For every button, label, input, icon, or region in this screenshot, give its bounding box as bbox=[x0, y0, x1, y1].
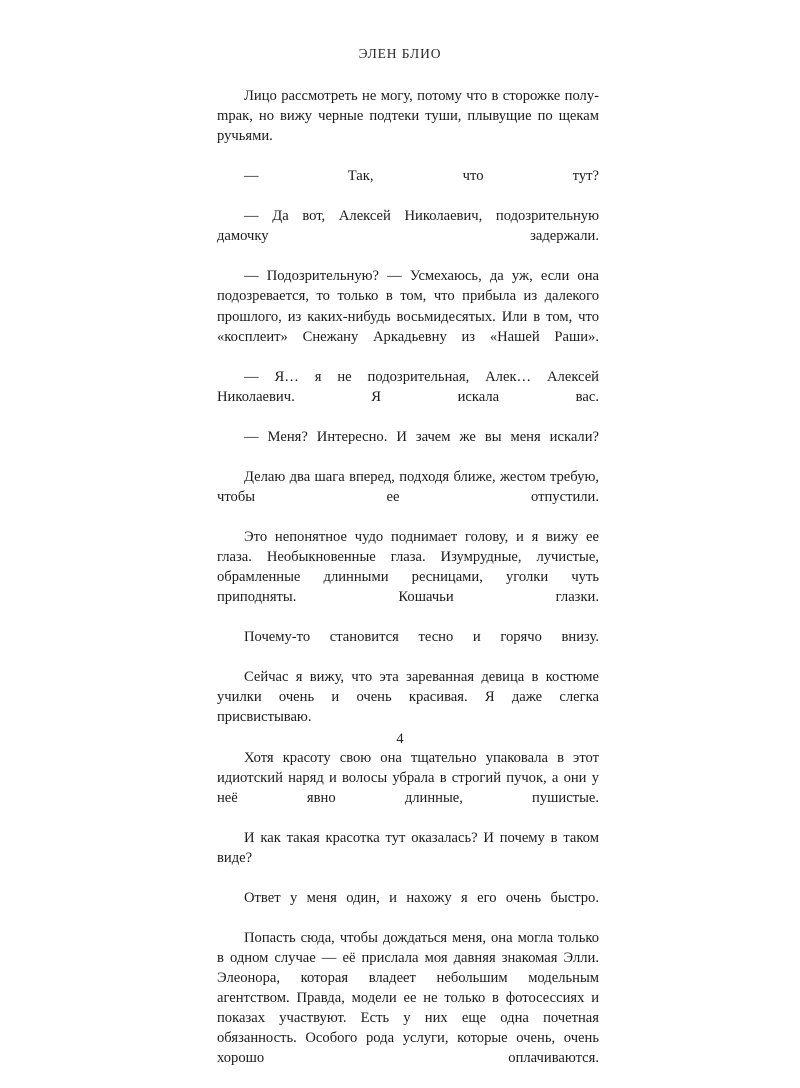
body-paragraph: Сейчас я вижу, что эта зареванная девица в костюме училки очень и очень красивая. Я даже слегка присвистываю. bbox=[217, 669, 599, 726]
body-paragraph: — Я… я не подозрительная, Алек… Алексей Николаевич. Я искала вас. bbox=[217, 368, 599, 405]
body-paragraph: Почему-то становится тесно и горячо внизу. bbox=[244, 629, 599, 646]
body-text-column bbox=[217, 86, 599, 1088]
body-paragraph: Попасть сюда, чтобы дождаться меня, она могла только в одном случае — её прислала моя давняя знакомая Элли. Элеонора, которая владеет небольшим модельным агентством. Правда, модели ее не только в фотосессиях и показах участвуют. Есть у них еще одна почетная обязанность. Особого рода услуги, которые очень, очень хорошо оплачиваются. bbox=[217, 929, 599, 1067]
body-paragraph: Лицо рассмотреть не могу, потому что в сторожке полуmрак, но вижу черные подтеки туши, плывущие по щекам ручьями. bbox=[217, 88, 599, 145]
body-paragraph: Ответ у меня один, и нахожу я его очень быстро. bbox=[244, 889, 599, 906]
body-paragraph: — Подозрительную? — Усмехаюсь, да уж, если она подозревается, то только в том, что прибыла из далекого прошлого, из каких-нибудь восьмидесятых. Или в том, что «косплеит» Снежану Аркадьевну из «Нашей Раши». bbox=[217, 268, 599, 345]
body-paragraph: Делаю два шага вперед, подходя ближе, жестом требую, чтобы ее отпустили. bbox=[217, 468, 599, 505]
body-paragraph: — Так, что тут? bbox=[244, 168, 599, 185]
body-paragraph: — Меня? Интересно. И зачем же вы меня искали? bbox=[244, 428, 599, 445]
running-head: ЭЛЕН БЛИО bbox=[358, 46, 442, 61]
body-paragraph: — Да вот, Алексей Николаевич, подозрительную дамочку задержали. bbox=[217, 208, 599, 245]
page-number: 4 bbox=[396, 731, 404, 747]
body-paragraph: Это непонятное чудо поднимает голову, и я вижу ее глаза. Необыкновенные глаза. Изумрудные, лучистые, обрамленные длинными ресницами, уголки чуть приподняты. Кошачьи глазки. bbox=[217, 529, 599, 606]
body-paragraph: И как такая красотка тут оказалась? И почему в таком виде? bbox=[217, 829, 599, 866]
body-paragraph: Хотя красоту свою она тщательно упаковала в этот идиотский наряд и волосы убрала в строгий пучок, а они у неё явно длинные, пушистые. bbox=[217, 749, 599, 806]
